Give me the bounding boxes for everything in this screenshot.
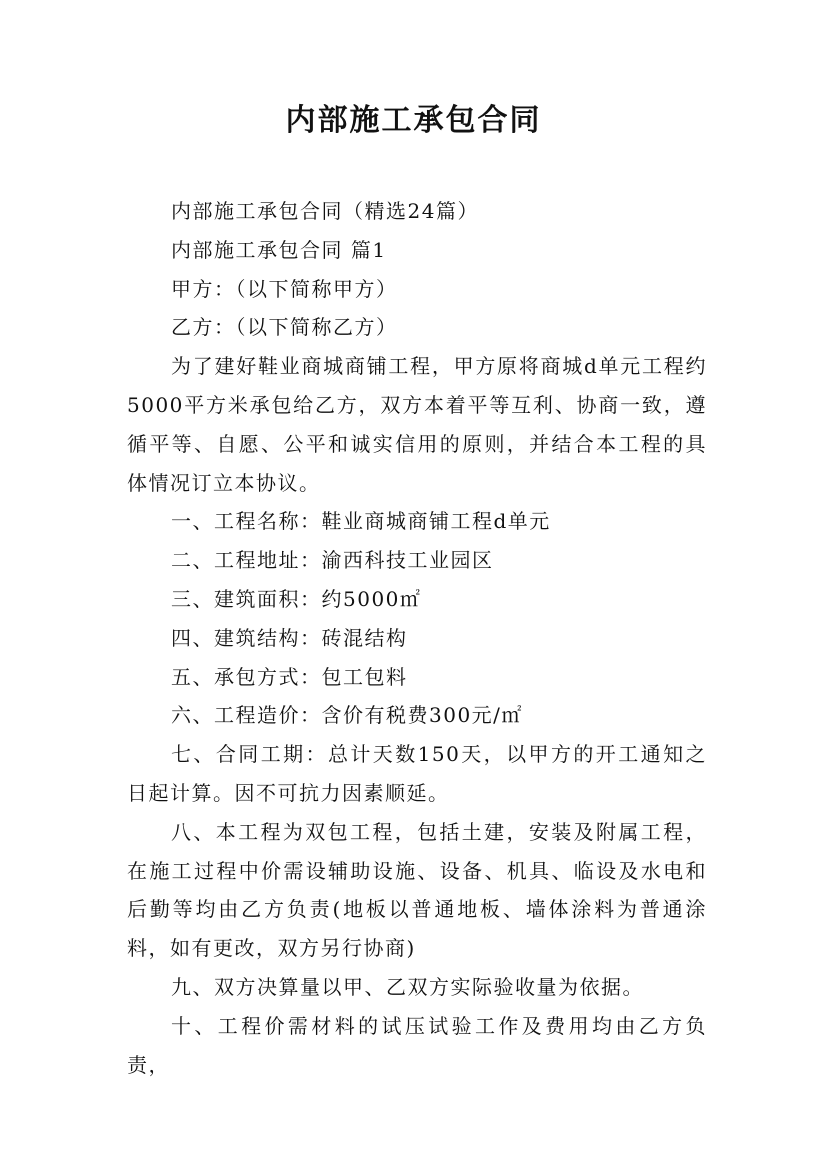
paragraph-project-cost: 六、工程造价：含价有税费300元/㎡ [171, 703, 523, 728]
paragraph-collection-title: 内部施工承包合同（精选24篇） [171, 199, 479, 223]
paragraph-preamble: 为了建好鞋业商城商铺工程，甲方原将商城d单元工程约5000平方米承包给乙方，双方本着平等互利、协商一致，遵循平等、自愿、公平和诚实信用的原则，并结合本工程的具体情况订立本协议。 [127, 354, 707, 495]
document-title: 内部施工承包合同 [285, 103, 542, 138]
paragraph-contract-method: 五、承包方式：包工包料 [171, 664, 408, 689]
paragraph-party-a: 甲方：（以下简称甲方） [171, 276, 398, 301]
paragraph-building-area: 三、建筑面积：约5000㎡ [171, 586, 422, 611]
paragraph-building-structure: 四、建筑结构：砖混结构 [171, 625, 408, 650]
paragraph-project-name: 一、工程名称：鞋业商城商铺工程d单元 [171, 509, 551, 534]
paragraph-settlement: 九、双方决算量以甲、乙双方实际验收量为依据。 [171, 974, 644, 999]
paragraph-material-testing: 十、工程价需材料的试压试验工作及费用均由乙方负责， [127, 1013, 707, 1077]
paragraph-party-b: 乙方：（以下简称乙方） [171, 315, 398, 340]
paragraph-contract-period: 七、合同工期：总计天数150天，以甲方的开工通知之日起计算。因不可抗力因素顺延。 [127, 742, 707, 805]
paragraph-section-heading: 内部施工承包合同 篇1 [171, 237, 387, 262]
paragraph-project-address: 二、工程地址：渝西科技工业园区 [171, 548, 494, 573]
paragraph-scope: 八、本工程为双包工程，包括土建，安装及附属工程，在施工过程中价需设辅助设施、设备、机具、临设及水电和后勤等均由乙方负责(地板以普通地板、墙体涂料为普通涂料，如有更改，双方另行协商) [127, 819, 707, 961]
document-body [127, 192, 707, 1084]
